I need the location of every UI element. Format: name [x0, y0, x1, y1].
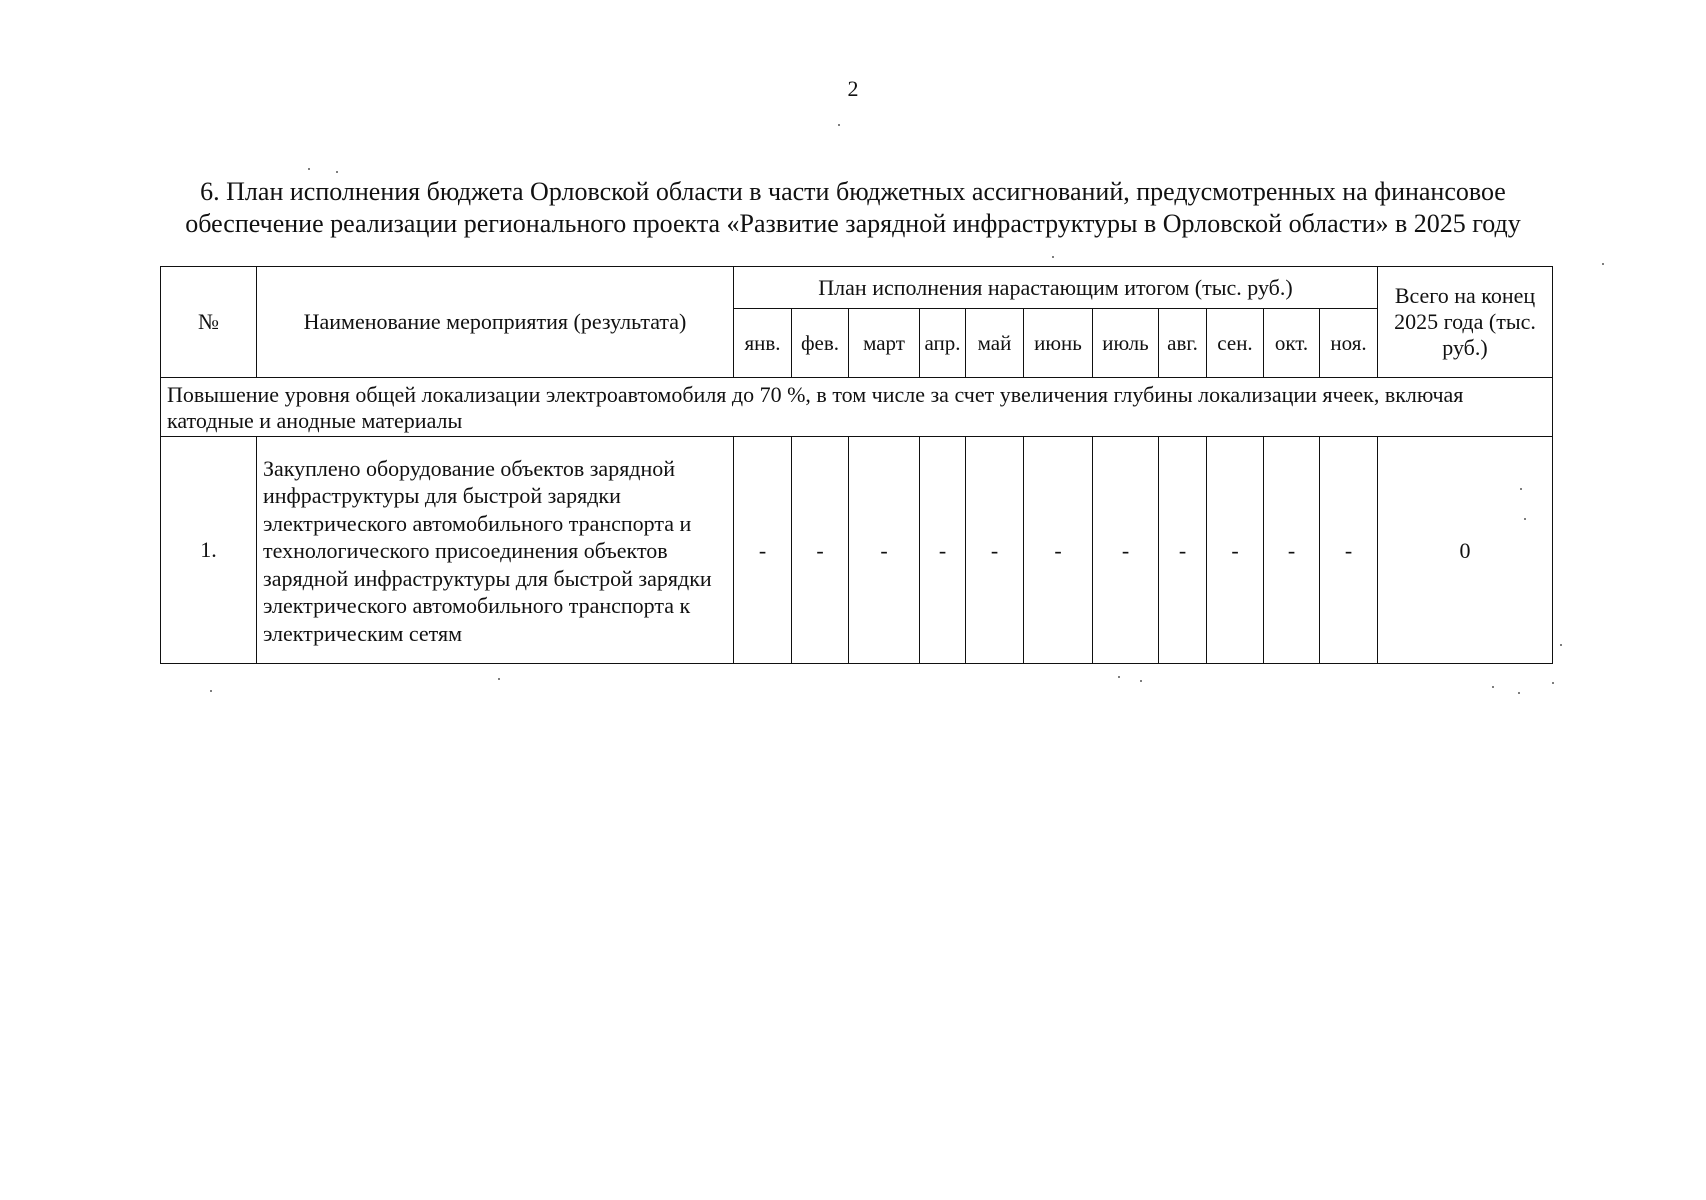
scan-speck — [1524, 518, 1526, 520]
header-month-jul: июль — [1093, 309, 1159, 378]
document-title-line-1: 6. План исполнения бюджета Орловской области в части бюджетных ассигнований, предусмотренных на финансовое — [200, 177, 1506, 206]
row-name: Закуплено оборудование объектов зарядной инфраструктуры для быстрой зарядки электрического автомобильного транспорта и технологического присоединения объектов зарядной инфраструктуры для быстрой зарядки электрического автомобильного транспорта к электрическим сетям — [257, 437, 734, 664]
header-month-mar: март — [849, 309, 920, 378]
cell-nov: - — [1320, 437, 1378, 664]
scan-speck — [210, 690, 212, 692]
cell-oct: - — [1264, 437, 1320, 664]
cell-apr: - — [920, 437, 966, 664]
scan-speck — [838, 124, 840, 126]
header-month-may: май — [966, 309, 1024, 378]
header-month-feb: фев. — [792, 309, 849, 378]
header-month-aug: авг. — [1159, 309, 1207, 378]
section-heading: Повышение уровня общей локализации электроавтомобиля до 70 %, в том числе за счет увеличения глубины локализации ячеек, включая катодные и анодные материалы — [161, 378, 1553, 437]
cell-jun: - — [1024, 437, 1093, 664]
scan-speck — [308, 168, 310, 170]
cell-feb: - — [792, 437, 849, 664]
cell-total: 0 — [1378, 437, 1553, 664]
header-total: Всего на конец 2025 года (тыс. руб.) — [1378, 267, 1553, 378]
cell-may: - — [966, 437, 1024, 664]
row-number: 1. — [161, 437, 257, 664]
header-month-sep: сен. — [1207, 309, 1264, 378]
scan-speck — [1492, 686, 1494, 688]
header-number: № — [161, 267, 257, 378]
scan-speck — [1552, 682, 1554, 684]
cell-mar: - — [849, 437, 920, 664]
scan-speck — [336, 171, 338, 173]
cell-jan: - — [734, 437, 792, 664]
header-month-apr: апр. — [920, 309, 966, 378]
header-month-oct: окт. — [1264, 309, 1320, 378]
header-plan: План исполнения нарастающим итогом (тыс. руб.) — [734, 267, 1378, 309]
cell-jul: - — [1093, 437, 1159, 664]
scan-speck — [1602, 263, 1604, 265]
header-month-nov: ноя. — [1320, 309, 1378, 378]
page-number: 2 — [847, 76, 859, 101]
budget-plan-table — [160, 266, 1553, 664]
scan-speck — [498, 678, 500, 680]
table-row — [161, 437, 1553, 664]
cell-aug: - — [1159, 437, 1207, 664]
scan-speck — [1520, 488, 1522, 490]
scan-speck — [1560, 644, 1562, 646]
scan-speck — [1052, 256, 1054, 258]
header-month-jan: янв. — [734, 309, 792, 378]
document-title-line-2: обеспечение реализации регионального проекта «Развитие зарядной инфраструктуры в Орловской области» в 2025 году — [185, 209, 1521, 238]
header-name: Наименование мероприятия (результата) — [257, 267, 734, 378]
scan-speck — [1118, 676, 1120, 678]
cell-sep: - — [1207, 437, 1264, 664]
document-title — [100, 176, 1606, 240]
header-month-jun: июнь — [1024, 309, 1093, 378]
scan-speck — [1518, 692, 1520, 694]
scan-speck — [1140, 680, 1142, 682]
